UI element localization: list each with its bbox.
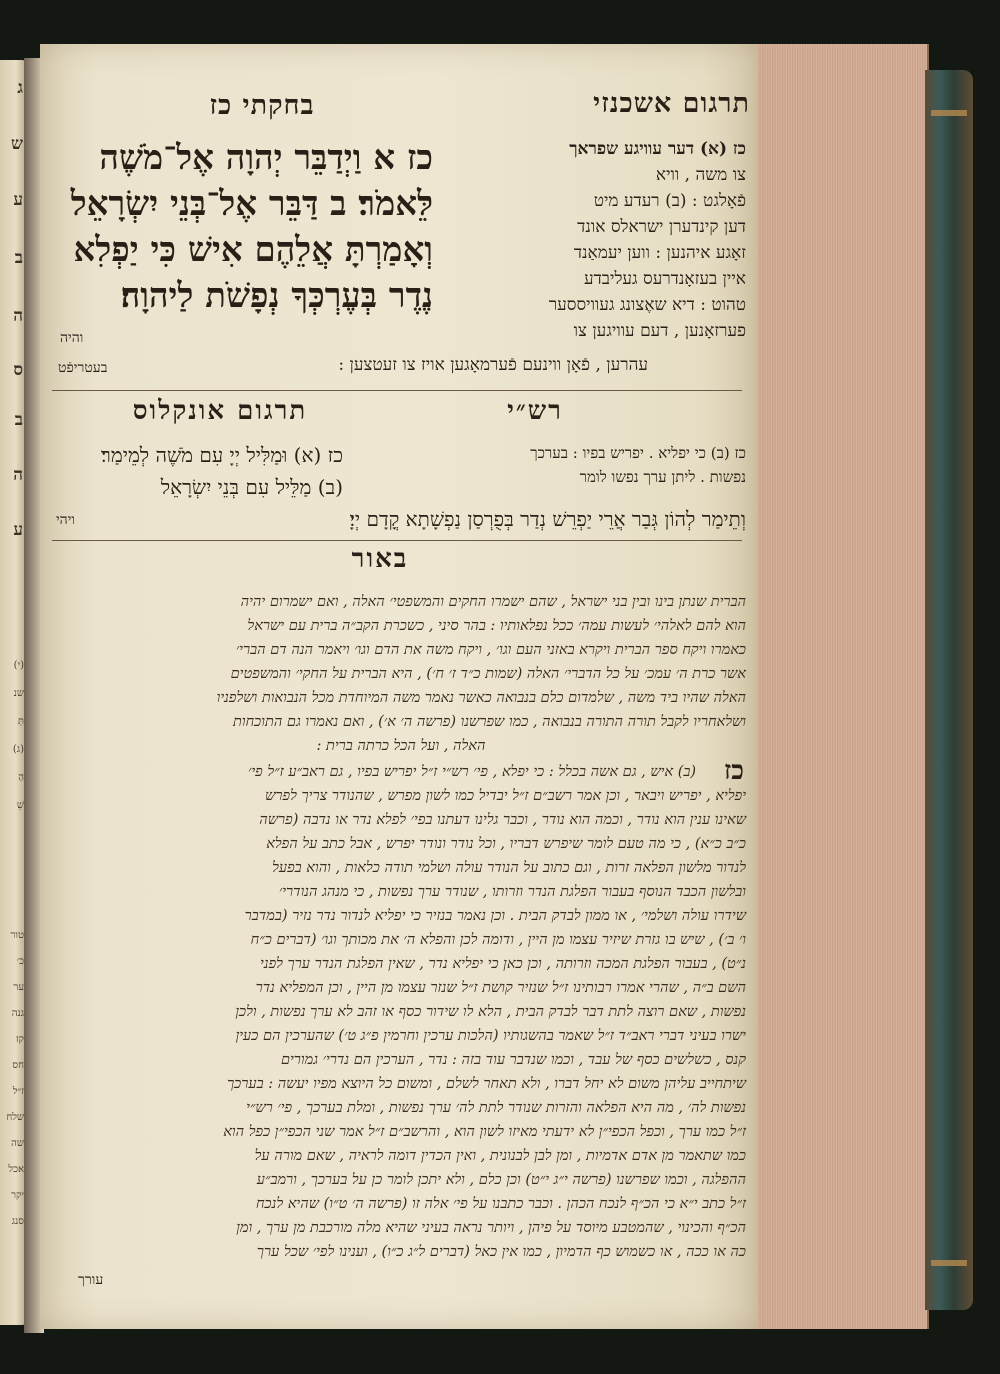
- verse-catchword: והיה: [60, 330, 84, 346]
- biur-line: ז״ל כתב י״א כי הכ״ף לנכח הכהן . וכבר כתבנו על פי׳ אלה זו (פרשה ה׳ ט״ו) שהיא לנכח: [255, 1196, 746, 1212]
- section-divider: [52, 390, 742, 391]
- left-margin-char: ע: [13, 520, 23, 540]
- biur-line: יפליא , יפריש ויבאר , וכן אמר רשב״ם ז״ל יבדיל כמו לשון מפרש , שהנודר צריך לפרש: [265, 788, 746, 804]
- biur-line: כמו שתאמר מן אדם אדמיות , ומן לבן לבנונית , ואין הכדין דומה לראיה , שאם מורה על: [254, 1148, 746, 1164]
- biur-line: אשר כרת ה׳ עמכ׳ על כל הדברי׳ האלה (שמות כ״ד ז׳ ח׳) , היא הברית על החקי׳ והמשפטים: [230, 666, 746, 682]
- onkelos-line: כז (א) וּמַלִּיל יְיָ עִם מֹשֶׁה לְמֵימַר׃: [101, 443, 343, 467]
- page-block-edges: [752, 44, 929, 1329]
- left-margin-note: אכל: [8, 1164, 24, 1175]
- biur-line: השם ב״ה , שהרי אמרו רבותינו ז״ל שנזיר קושת ז״ל שנזר עצמו מן היין , וכן המפליא נדר: [255, 980, 746, 996]
- rashi-line: נפשות . ליתן ערך נפשו לומר: [579, 468, 746, 486]
- left-margin-note: שלח: [6, 1112, 24, 1123]
- translation-line: טהוט : דיא שאֶצונג געוויססער: [548, 295, 746, 315]
- translation-continuation: עהרען , פֿאָן ווינעם פֿערמאָגען אויז צו זעטצען :: [338, 355, 648, 375]
- left-margin-char: ה: [13, 306, 23, 326]
- translation-line: פֿאָלגט : (ב) רעדע מיט: [593, 191, 746, 211]
- onkelos-line: (ב) מַלֵּיל עִם בְּנֵי יִשְׂרָאֵל: [160, 475, 343, 499]
- left-margin-note: סנג: [11, 1216, 24, 1227]
- biur-line: נפשות לה׳ , מה היא הפלאה והזרות שנודר לתת לה׳ ערך נפשות , ומלת בערכך , פי׳ רש״י: [246, 1100, 746, 1116]
- cover-gilt-band: [931, 110, 967, 116]
- biur-line: נפשות , שאם רוצה לתת דבר לבדק הבית , הלא לו שידור כסף או זהב לא ערך נפשות , ולכן: [235, 1004, 746, 1020]
- biur-line: האלה , ועל הכל כרתה ברית :: [316, 738, 486, 754]
- biur-line: קנס , כשלשים כסף של עבד , וכמו שנדבר עוד בזה : נדר , הערכין הם נדרי׳ גמורים: [280, 1052, 746, 1068]
- translation-line: צו משה , וויא: [655, 165, 746, 185]
- biur-line: כאמרו ויקח ספר הברית ויקרא באזני העם וגו׳ , ויקח משה את הדם וגו׳ ויאמר הנה דם הברי׳: [235, 642, 746, 658]
- left-margin-note: שה: [11, 1138, 24, 1149]
- biur-line: שידרו עולה ושלמי׳ , או ממון לבדק הבית . וכן נאמר בנזיר כי יפליא לנדור נדר נזיר (במדבר: [244, 908, 746, 924]
- biur-line: לנדור מלשון הפלאה זרות , וגם כתוב על הנודר עולה ושלמי תודה כלאות , והוא בפעל: [272, 860, 746, 876]
- left-margin-note: יקר: [11, 1190, 24, 1201]
- biur-chapter-mark: כז: [724, 756, 744, 786]
- biur-line: כה או ככה , או כשמוש כף הדמיון , כמו אין כאל (דברים ל״ג כ״ו) , וענינו לפי׳ שכל ערך: [256, 1244, 746, 1260]
- translation-line: כז (א) דער עוויגע שפראך: [569, 139, 746, 159]
- translation-catchword: בעטריפֿט: [58, 360, 108, 376]
- biur-line: ההפלגה , וכמו שפרשנו (פרשה י״ג י״ט) וכן כלם , ולא יתכן לומר כן על בערכך , ורמב״ע: [256, 1172, 746, 1188]
- left-margin-char: ג: [17, 78, 23, 98]
- biur-line: ובלשון הכבד הנוסף בעבור הפלגת הנדר וזרותו , שנודר ערך נפשות , כי מנהג הנודרי׳: [278, 884, 746, 900]
- biur-line: ו׳ ב׳) , שיש בו גזרת שיזיר עצמו מן היין , ודומה לכן והפלא ה׳ את מכותך וגו׳ (דברים כ״ח: [250, 932, 746, 948]
- translation-line: פערזאָנען , דעם עוויגען צו: [573, 321, 746, 341]
- book-page: [40, 44, 758, 1329]
- left-margin-char: ה: [13, 465, 23, 485]
- biur-line: הברית שנתן בינו ובין בני ישראל , שהם ישמרו החקים והמשפטי׳ האלה , ואם ישמרום יהיה: [240, 594, 746, 610]
- biur-line: נ״ט) , בעבור הפלגת המכה וזרותה , וכן כאן כי יפליא נדר , שאין הפלגת הנדר ערך לפני: [260, 956, 746, 972]
- verse-line: נֶדֶר בְּעֶרְכְּךָ נְפָשֹׁת לַיהוָה׃: [120, 276, 433, 316]
- left-margin-note: טור: [10, 930, 24, 941]
- biur-heading: באור: [351, 544, 409, 574]
- left-margin-note: שֵׁ: [16, 800, 24, 811]
- left-margin-note: ז״ל: [12, 1086, 24, 1097]
- left-margin-char: ב: [14, 248, 23, 268]
- left-margin-char: ש: [10, 134, 23, 154]
- onkelos-catchword: ויהי: [56, 512, 75, 528]
- verse-line: כז א וַיְדַבֵּר יְהוָה אֶל־מֹשֶׁה: [99, 138, 433, 178]
- biur-line: ישרו בעיני דברי ראב״ד ז״ל שאמר בהשגותיו (הלכות ערכין וחרמין פ״ג ט׳) שהערכין הם כעין: [235, 1028, 746, 1044]
- translation-line: זאָגע איהנען : ווען יעמאַנד: [573, 243, 746, 263]
- biur-line: ז״ל כמו ערך , וכפל הכפי״ן לא ידעתי מאיזו לשון הוא , והרשב״ם ז״ל אמר שני הכפי״ן כפל הוא: [223, 1124, 746, 1140]
- verse-line: וְאָמַרְתָּ אֲלֵהֶם אִישׁ כִּי יַפְלִא: [73, 230, 433, 270]
- translation-line: איין בעזאָנדרעס געליבדע: [584, 269, 746, 289]
- left-margin-note: ער: [13, 982, 24, 993]
- translation-line: דען קינדערן ישראלס אונד: [577, 217, 746, 237]
- left-margin-note: כ׳: [16, 956, 24, 967]
- left-margin-note: (ג): [12, 744, 24, 755]
- page-catchword: עורך: [78, 1272, 104, 1288]
- cover-gilt-band: [931, 1260, 967, 1266]
- book-cover: [925, 70, 973, 1310]
- rashi-line: כז (ב) כי יפליא . יפריש בפיו : בערכך: [530, 444, 746, 462]
- onkelos-full-line: וְתֵימַר לְהוֹן גְּבַר אֲרֵי יַפְרֵשׁ נְדַר בְּפֻרְסַן נַפְשָׁתָא קֳדָם יְיָ׃: [349, 507, 746, 531]
- biur-line: שאינו ענין הוא נודר , וכמה הוא נודר , וכבר גלינו דעתנו בפי׳ לפלא נדר או נדבה (פרשה: [259, 812, 746, 828]
- left-page-edge: [0, 60, 26, 1325]
- onkelos-heading: תרגום אונקלוס: [132, 396, 308, 426]
- biur-line: הכ״ף והכינוי , שהמטבע מיוסד על פיהן , ויותר נראה בעיני שהיא מלה מורכבת מן ערך , ומן: [236, 1220, 746, 1236]
- running-head-right: תרגום אשכנזי: [593, 88, 750, 119]
- biur-line: כ״ב כ״א) , כי מה טעם לומר שיפרש דבריו , וכל נודר ונודר יפרש , אבל כתב על הפלא: [266, 836, 746, 852]
- rashi-heading: רש״י: [507, 396, 563, 426]
- left-margin-char: ס: [13, 360, 23, 380]
- biur-line: האלה שהיו ביד משה , שלמדום כלם בנבואה כאשר נאמר משה המיוחדת מכל הנבואות ושלפניו: [216, 690, 746, 706]
- biur-line: (ב) איש , גם אשה בכלל : כי יפלא , פי׳ רש״י ז״ל יפריש בפיו , גם ראב״ע ז״ל פי׳: [248, 764, 696, 780]
- left-margin-note: קז: [15, 1034, 24, 1045]
- biur-line: ושלאחריו לקבל תורה התורה בנבואה , כמו שפרשנו (פרשה ה׳ א׳) , ואם נאמרו גם התוכחות: [233, 714, 746, 730]
- biur-line: שיתחייב עליהן משום לא יחל דברו , ולא תאחר לשלם , ומשום כל היוצא מפיו יעשה : בערכך: [227, 1076, 746, 1092]
- left-margin-note: הַ: [18, 772, 24, 783]
- biur-line: הוא להם לאלהי׳ לעשות עמה׳ ככל נפלאותיו : בהר סיני , כשכרת הקב״ה ברית עם ישראל: [247, 618, 746, 634]
- left-margin-note: (י): [13, 660, 24, 671]
- left-margin-note: תְּ: [17, 716, 24, 727]
- left-margin-note: שנ: [13, 688, 24, 699]
- left-margin-char: ב: [14, 410, 23, 430]
- verse-line: לֵּאמֹר׃ ב דַּבֵּר אֶל־בְּנֵי יִשְׂרָאֵל: [70, 184, 433, 224]
- running-head-left: בחקתי כז: [209, 90, 315, 121]
- left-margin-note: חס: [12, 1060, 24, 1071]
- section-divider: [52, 540, 742, 541]
- left-margin-char: ע: [13, 190, 23, 210]
- left-margin-note: גנה: [11, 1008, 24, 1019]
